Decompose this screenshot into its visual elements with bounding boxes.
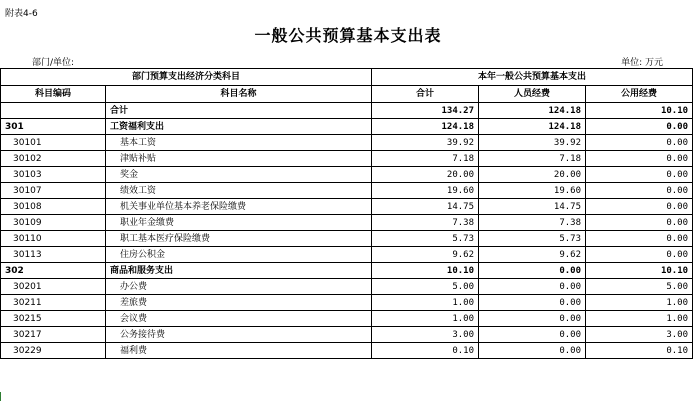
table-row [1,167,693,183]
table-group-header-row [1,69,693,86]
cell-code: 30217 [1,327,106,343]
cell-name: 基本工资 [106,135,372,151]
cell-name: 工资福利支出 [106,119,372,135]
cell-name: 绩效工资 [106,183,372,199]
cell-personnel: 5.73 [479,231,586,247]
window-edge-marker [0,392,1,401]
cell-code: 30107 [1,183,106,199]
cell-personnel: 0.00 [479,327,586,343]
cell-code: 30201 [1,279,106,295]
column-header-public: 公用经费 [586,86,693,103]
cell-public: 0.00 [586,135,693,151]
cell-public: 0.00 [586,151,693,167]
table-row [1,279,693,295]
cell-total: 124.18 [372,119,479,135]
table-row [1,311,693,327]
table-column-header-row [1,86,693,103]
cell-public: 0.00 [586,119,693,135]
table-row [1,231,693,247]
column-header-total: 合计 [372,86,479,103]
cell-total: 39.92 [372,135,479,151]
cell-name: 住房公积金 [106,247,372,263]
cell-personnel: 0.00 [479,295,586,311]
cell-code: 30101 [1,135,106,151]
cell-personnel: 0.00 [479,343,586,359]
cell-public: 10.10 [586,263,693,279]
cell-code: 30211 [1,295,106,311]
cell-code: 30102 [1,151,106,167]
cell-code [1,103,106,119]
cell-total: 134.27 [372,103,479,119]
cell-code: 30113 [1,247,106,263]
group-header-left: 部门预算支出经济分类科目 [1,69,372,86]
unit-label: 单位: 万元 [621,58,663,68]
cell-personnel: 19.60 [479,183,586,199]
cell-name: 合计 [106,103,372,119]
cell-public: 0.00 [586,183,693,199]
cell-name: 机关事业单位基本养老保险缴费 [106,199,372,215]
cell-personnel: 20.00 [479,167,586,183]
table-row [1,135,693,151]
cell-name: 会议费 [106,311,372,327]
cell-total: 10.10 [372,263,479,279]
cell-name: 奖金 [106,167,372,183]
cell-name: 职业年金缴费 [106,215,372,231]
group-header-right: 本年一般公共预算基本支出 [372,69,693,86]
cell-personnel: 124.18 [479,103,586,119]
cell-public: 0.10 [586,343,693,359]
cell-public: 0.00 [586,199,693,215]
table-row [1,199,693,215]
cell-code: 30215 [1,311,106,327]
table-note-label: 附表4-6 [5,9,38,19]
cell-total: 20.00 [372,167,479,183]
cell-personnel: 0.00 [479,263,586,279]
column-header-code: 科目编码 [1,86,106,103]
cell-total: 7.18 [372,151,479,167]
cell-personnel: 14.75 [479,199,586,215]
cell-name: 商品和服务支出 [106,263,372,279]
cell-code: 30109 [1,215,106,231]
table-row [1,103,693,119]
cell-total: 9.62 [372,247,479,263]
cell-public: 0.00 [586,231,693,247]
cell-personnel: 39.92 [479,135,586,151]
cell-name: 公务接待费 [106,327,372,343]
page-title: 一般公共预算基本支出表 [254,26,442,45]
cell-personnel: 7.38 [479,215,586,231]
cell-personnel: 7.18 [479,151,586,167]
cell-name: 津贴补贴 [106,151,372,167]
cell-public: 5.00 [586,279,693,295]
cell-total: 5.73 [372,231,479,247]
cell-code: 301 [1,119,106,135]
cell-personnel: 9.62 [479,247,586,263]
cell-code: 30110 [1,231,106,247]
table-row [1,151,693,167]
cell-public: 0.00 [586,215,693,231]
cell-total: 1.00 [372,311,479,327]
cell-public: 0.00 [586,167,693,183]
cell-personnel: 0.00 [479,279,586,295]
cell-personnel: 124.18 [479,119,586,135]
cell-public: 1.00 [586,311,693,327]
cell-name: 福利费 [106,343,372,359]
column-header-personnel: 人员经费 [479,86,586,103]
table-row [1,263,693,279]
table-row [1,247,693,263]
column-header-name: 科目名称 [106,86,372,103]
cell-public: 1.00 [586,295,693,311]
cell-code: 30108 [1,199,106,215]
table-row [1,295,693,311]
cell-total: 7.38 [372,215,479,231]
table-row [1,183,693,199]
table-row [1,215,693,231]
cell-code: 30229 [1,343,106,359]
cell-total: 14.75 [372,199,479,215]
cell-total: 5.00 [372,279,479,295]
cell-name: 职工基本医疗保险缴费 [106,231,372,247]
cell-public: 10.10 [586,103,693,119]
budget-table [0,68,693,359]
department-label: 部门/单位: [32,58,75,68]
cell-code: 30103 [1,167,106,183]
table-row [1,119,693,135]
cell-name: 差旅费 [106,295,372,311]
cell-total: 1.00 [372,295,479,311]
cell-public: 3.00 [586,327,693,343]
cell-total: 19.60 [372,183,479,199]
cell-personnel: 0.00 [479,311,586,327]
cell-total: 3.00 [372,327,479,343]
cell-name: 办公费 [106,279,372,295]
cell-total: 0.10 [372,343,479,359]
cell-public: 0.00 [586,247,693,263]
table-row [1,327,693,343]
cell-code: 302 [1,263,106,279]
table-row [1,343,693,359]
